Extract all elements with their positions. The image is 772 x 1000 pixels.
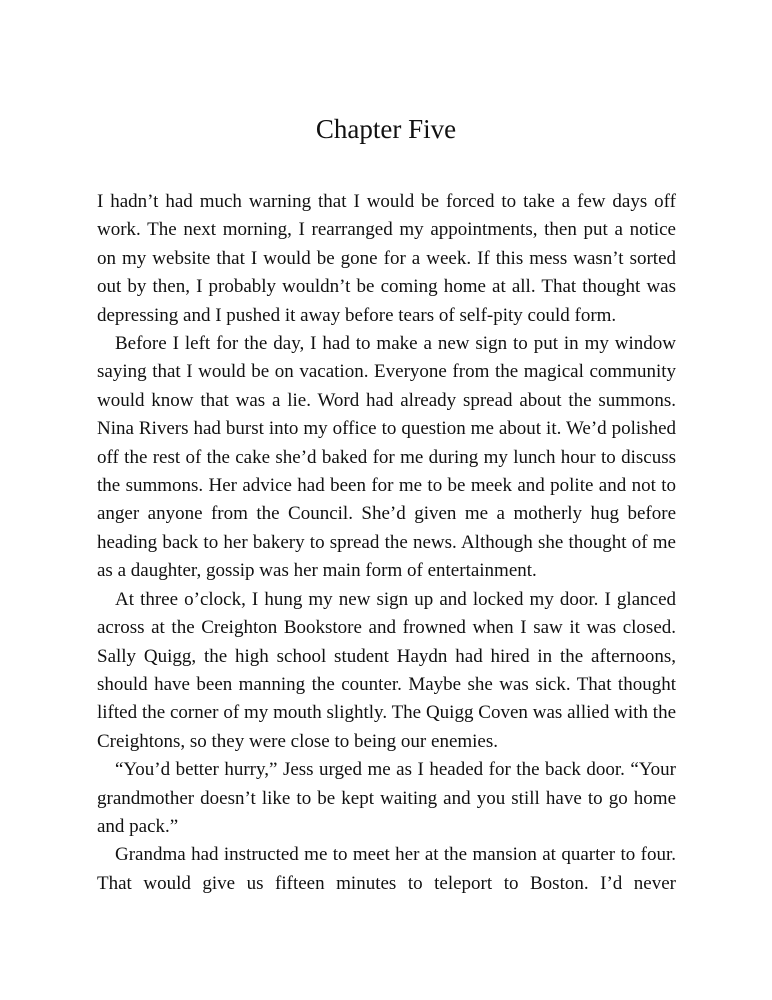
chapter-title: Chapter Five: [315, 114, 457, 144]
chapter-body: [97, 188, 676, 898]
paragraph: I hadn’t had much warning that I would be forced to take a few days off work. The next morning, I rearranged my appointments, then put a notice on my website that I would be gone for a week. If this mess wasn’t sorted out by then, I probably wouldn’t be coming home at all. That thought was depressing and I pushed it away before tears of self-pity could form.: [97, 191, 676, 326]
paragraph: At three o’clock, I hung my new sign up and locked my door. I glanced across at the Creighton Bookstore and frowned when I saw it was closed. Sally Quigg, the high school student Haydn had hired in the afternoons, should have been manning the counter. Maybe she was sick. That thought lifted the corner of my mouth slightly. The Quigg Coven was allied with the Creightons, so they were close to being our enemies.: [97, 588, 676, 752]
paragraph: Before I left for the day, I had to make a new sign to put in my window saying that I would be on vacation. Everyone from the magical community would know that was a lie. Word had already spread about the summons. Nina Rivers had burst into my office to question me about it. We’d polished off the rest of the cake she’d baked for me during my lunch hour to discuss the summons. Her advice had been for me to be meek and polite and not to anger anyone from the Council. She’d given me a motherly hug before heading back to her bakery to spread the news. Although she thought of me as a daughter, gossip was her main form of entertainment.: [97, 333, 676, 582]
paragraph: Grandma had instructed me to meet her at the mansion at quarter to four. That would give us fifteen minutes to teleport to Boston. I’d never: [97, 844, 676, 894]
paragraph: “You’d better hurry,” Jess urged me as I headed for the back door. “Your grandmother doesn’t like to be kept waiting and you still have to go home and pack.”: [97, 759, 676, 837]
